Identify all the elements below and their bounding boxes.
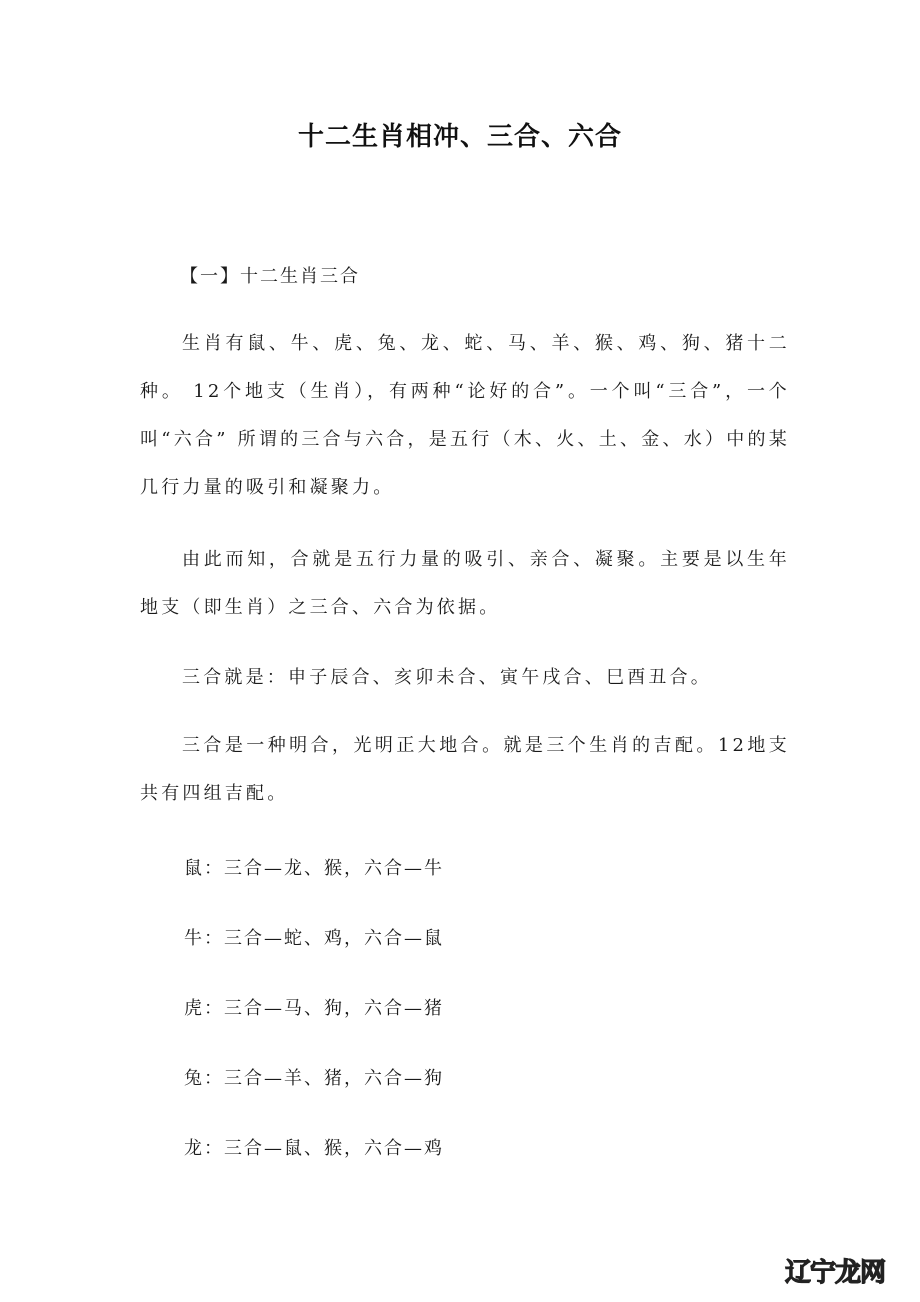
pairing-rat: 鼠：三合—龙、猴，六合—牛 xyxy=(184,858,444,879)
pairing-tiger: 虎：三合—马、狗，六合—猪 xyxy=(184,998,444,1019)
paragraph-sanhe-desc: 三合是一种明合，光明正大地合。就是三个生肖的吉配。12地支共有四组吉配。 xyxy=(140,735,790,804)
watermark-part1: 辽宁 xyxy=(785,1258,836,1288)
document-title: 十二生肖相冲、三合、六合 xyxy=(297,122,622,152)
section-heading: 【一】十二生肖三合 xyxy=(180,266,360,287)
paragraph-sanhe-list: 三合就是：申子辰合、亥卯未合、寅午戌合、巳酉丑合。 xyxy=(182,667,712,688)
pairing-dragon: 龙：三合—鼠、猴，六合—鸡 xyxy=(184,1138,444,1159)
pairing-ox: 牛：三合—蛇、鸡，六合—鼠 xyxy=(184,928,444,949)
paragraph-conclusion: 由此而知，合就是五行力量的吸引、亲合、凝聚。主要是以生年地支（即生肖）之三合、六合为依据。 xyxy=(140,549,790,618)
watermark-part2: 龙网 xyxy=(835,1258,886,1288)
paragraph-intro: 生肖有鼠、牛、虎、兔、龙、蛇、马、羊、猴、鸡、狗、猪十二种。 12个地支（生肖），有两种“论好的合”。一个叫“三合”，一个叫“六合” 所谓的三合与六合，是五行（木、火、土、金、水）中的某几行力量的吸引和凝聚力。 xyxy=(140,333,790,498)
pairing-rabbit: 兔：三合—羊、猪，六合—狗 xyxy=(184,1068,444,1089)
watermark-logo xyxy=(785,1252,885,1289)
